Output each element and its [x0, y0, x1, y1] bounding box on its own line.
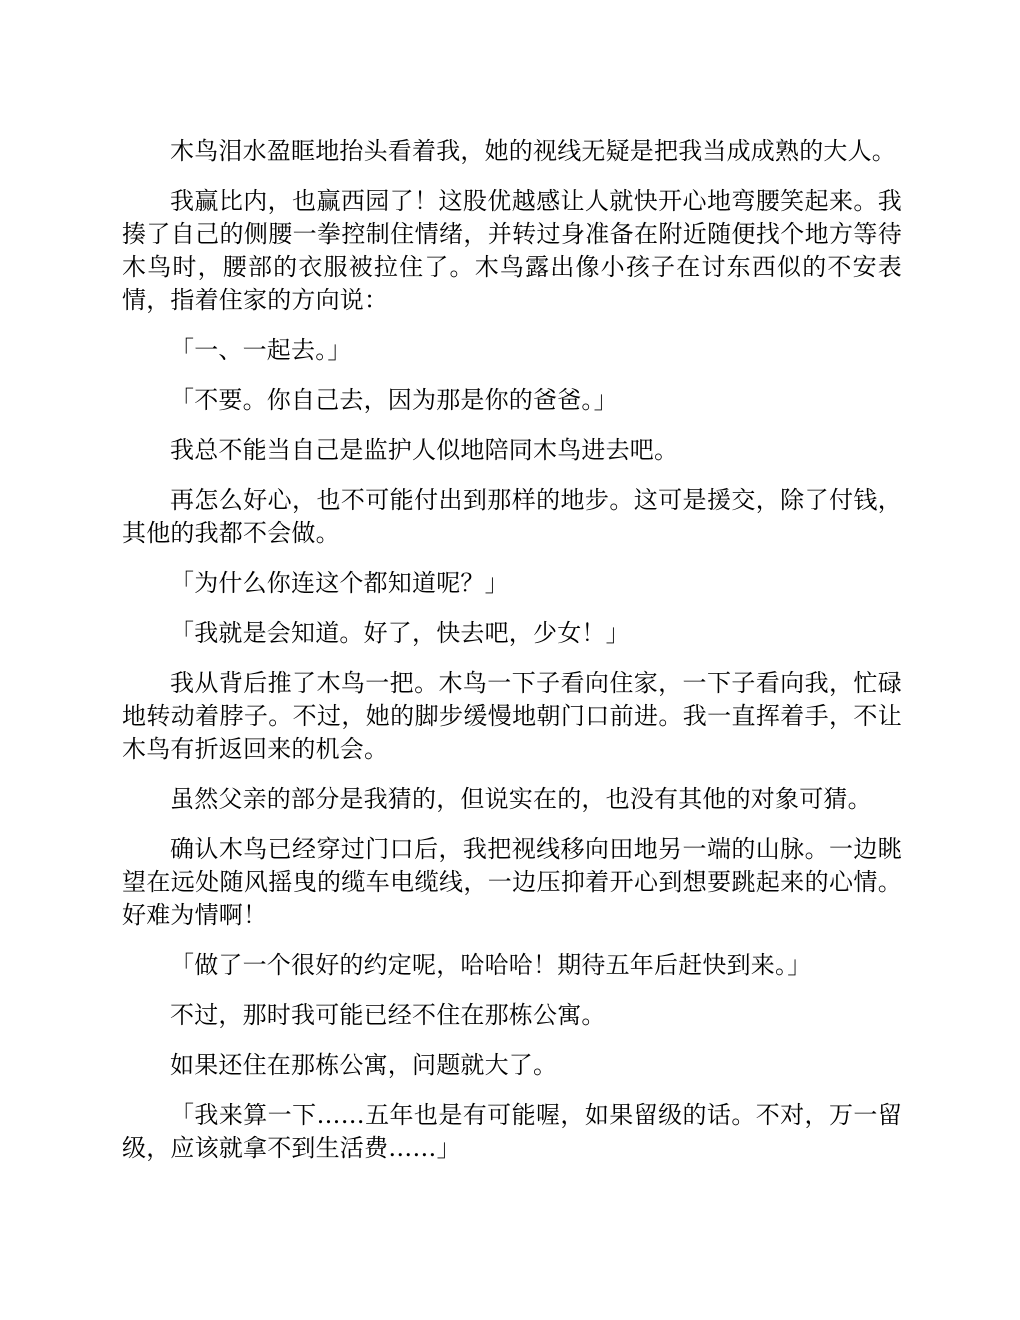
paragraph: 不过，那时我可能已经不住在那栋公寓。 — [170, 1001, 606, 1029]
paragraph: 「做了一个很好的约定呢，哈哈哈！期待五年后赶快到来。」 — [170, 951, 812, 979]
paragraph: 我总不能当自己是监护人似地陪同木鸟进去吧。 — [170, 436, 679, 464]
paragraph: 我从背后推了木鸟一把。木鸟一下子看向住家，一下子看向我，忙碌地转动着脖子。不过，她的脚步缓慢地朝门口前进。我一直挥着手，不让木鸟有折返回来的机会。 — [122, 669, 902, 763]
paragraph: 「我来算一下……五年也是有可能喔，如果留级的话。不对，万一留级，应该就拿不到生活费……」 — [122, 1101, 902, 1162]
paragraph: 「不要。你自己去，因为那是你的爸爸。」 — [170, 386, 618, 414]
paragraph: 确认木鸟已经穿过门口后，我把视线移向田地另一端的山脉。一边眺望在远处随风摇曳的缆车电缆线，一边压抑着开心到想要跳起来的心情。好难为情啊！ — [122, 835, 902, 929]
paragraph: 木鸟泪水盈眶地抬头看着我，她的视线无疑是把我当成成熟的大人。 — [170, 137, 896, 165]
paragraph: 「为什么你连这个都知道呢？」 — [170, 569, 509, 597]
paragraph: 我赢比内，也赢西园了！这股优越感让人就快开心地弯腰笑起来。我揍了自己的侧腰一拳控制住情绪，并转过身准备在附近随便找个地方等待木鸟时，腰部的衣服被拉住了。木鸟露出像小孩子在讨东西似的不安表情，指着住家的方向说： — [122, 187, 902, 314]
paragraph: 如果还住在那栋公寓，问题就大了。 — [170, 1051, 558, 1079]
paragraph: 虽然父亲的部分是我猜的，但说实在的，也没有其他的对象可猜。 — [170, 785, 872, 813]
paragraph: 「我就是会知道。好了，快去吧，少女！」 — [170, 619, 630, 647]
document-page — [122, 135, 902, 1182]
paragraph: 再怎么好心，也不可能付出到那样的地步。这可是援交，除了付钱，其他的我都不会做。 — [122, 486, 902, 547]
paragraph: 「一、一起去。」 — [170, 336, 352, 364]
